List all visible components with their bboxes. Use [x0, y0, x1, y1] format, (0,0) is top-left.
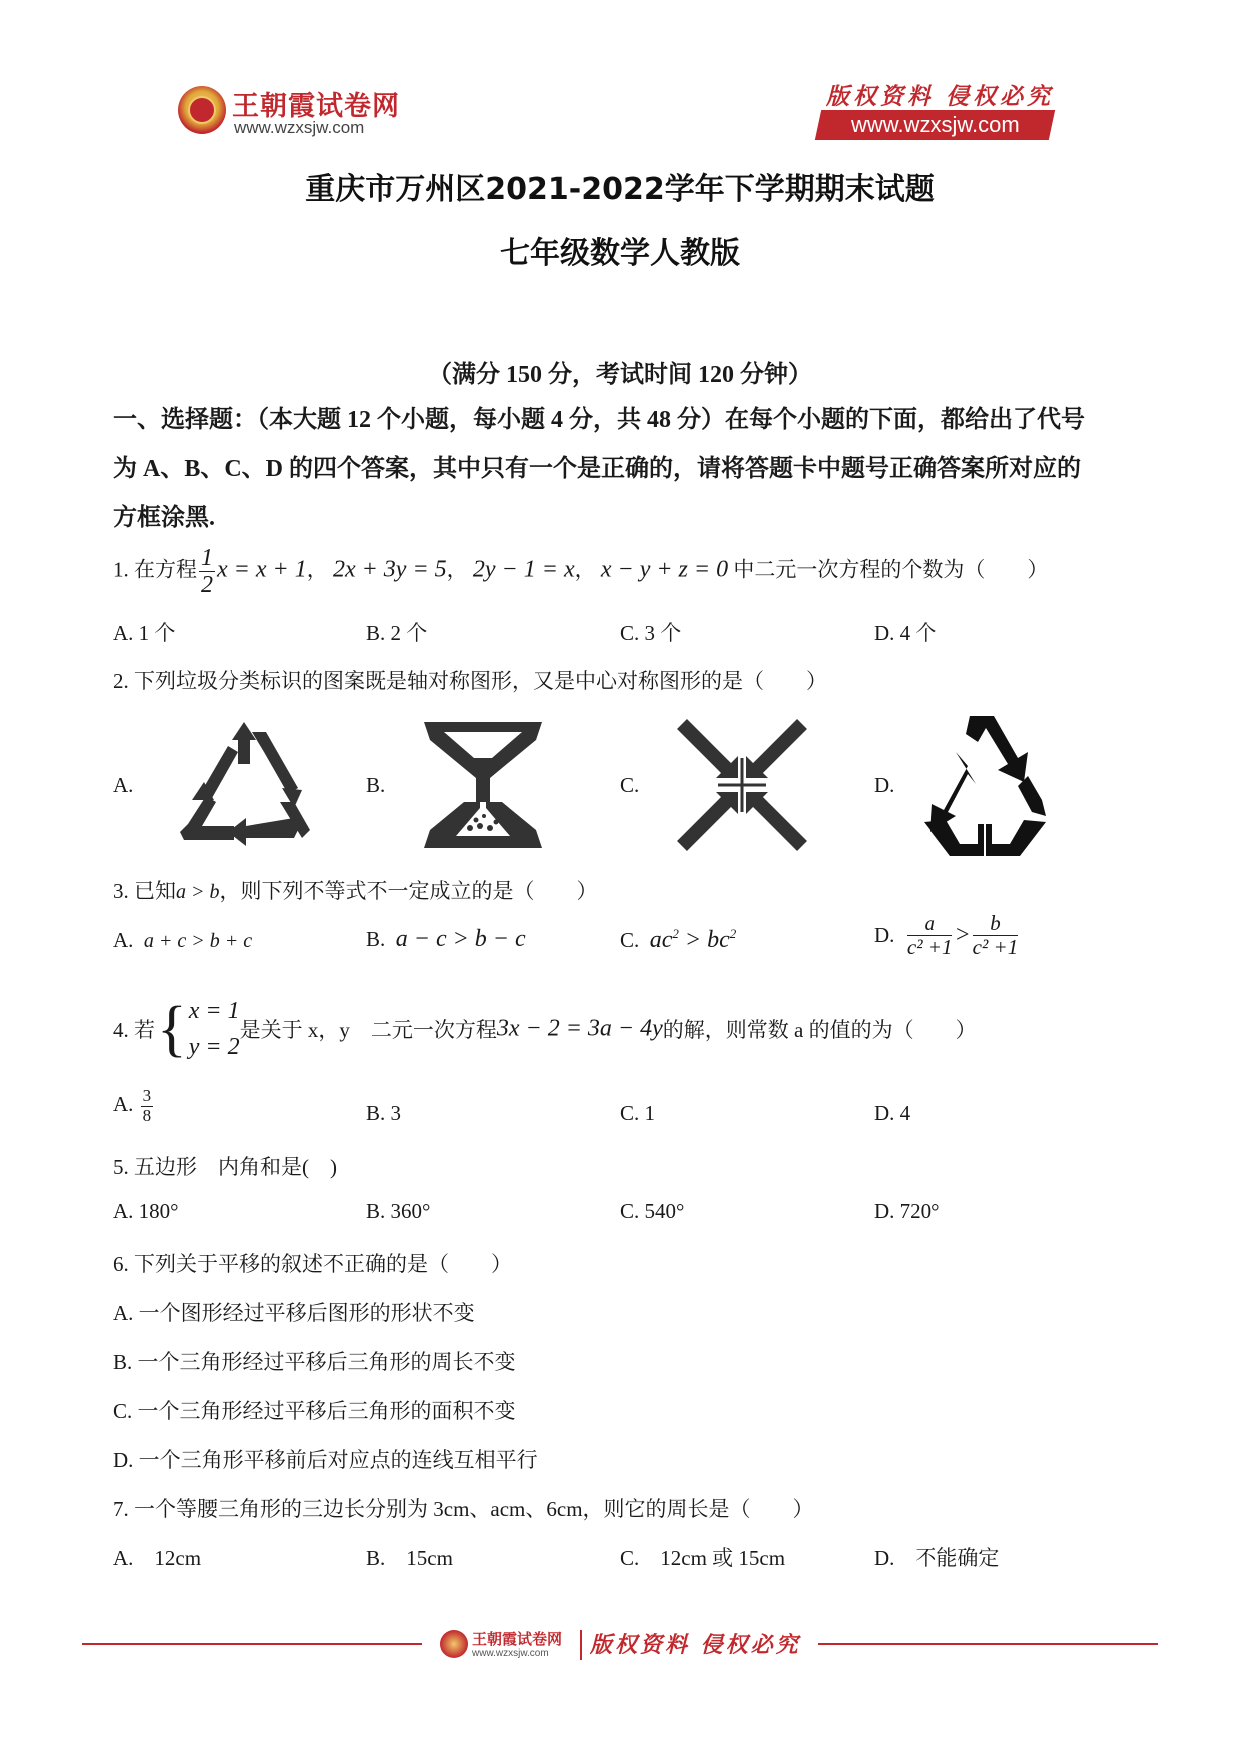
q5-option-d: D. 720°: [874, 1199, 940, 1223]
page-subtitle: 七年级数学人教版: [500, 236, 740, 271]
q4-option-d: D. 4: [874, 1101, 911, 1125]
q2-option-c-label: C.: [620, 773, 640, 797]
q6-option-d: D. 一个三角形平移前后对应点的连线互相平行: [113, 1448, 538, 1472]
logo-name: 王朝霞试卷网: [232, 91, 400, 122]
q4-option-a: A. $\frac{3}{8}$: [113, 1086, 152, 1125]
question-5: 5. 五边形 内角和是( ): [113, 1155, 337, 1179]
q6-option-b: B. 一个三角形经过平移后三角形的周长不变: [113, 1350, 516, 1374]
q5-option-c: C. 540°: [620, 1199, 685, 1223]
footer-logo-url[interactable]: www.wzxsjw.com: [472, 1648, 549, 1659]
logo-url[interactable]: www.wzxsjw.com: [234, 118, 365, 137]
q5-option-b: B. 360°: [366, 1199, 431, 1223]
footer-separator: [580, 1630, 582, 1660]
page-title: 重庆市万州区2021-2022学年下学期期末试题: [305, 172, 935, 207]
q5-option-a: A. 180°: [113, 1199, 179, 1223]
rights-url[interactable]: www.wzxsjw.com: [815, 110, 1055, 140]
question-1: 1. 在方程 $\frac{1}{2}$ x = x + 1， 2x + 3y = 5， 2y − 1 = x， x − y + z = 0 中二元一次方程的个数为（ ）: [113, 545, 1049, 599]
q1-option-d: D. 4 个: [874, 621, 937, 645]
q4-option-b: B. 3: [366, 1101, 402, 1125]
four-arrows-inward-icon: [676, 718, 808, 852]
question-6: 6. 下列关于平移的叙述不正确的是（ ）: [113, 1252, 512, 1276]
q3-option-b: B. a − c > b − c: [366, 926, 526, 952]
footer-line-right: [818, 1643, 1158, 1645]
q6-option-c: C. 一个三角形经过平移后三角形的面积不变: [113, 1399, 516, 1423]
question-4: 4. 若{ x = 1 y = 2 是关于 x，y 二元一次方程3x − 2 = 3a − 4y的解，则常数 a 的值的为（ ）: [113, 995, 977, 1063]
logo-badge-icon: [178, 86, 226, 134]
q2-option-d-label: D.: [874, 773, 895, 797]
q3-option-d: D. $\frac{a}{\text{c² +1}}$ > $\frac{b}{\text{c² +1}}$: [874, 911, 1019, 960]
q7-option-d: D. 不能确定: [874, 1546, 1000, 1570]
question-2: 2. 下列垃圾分类标识的图案既是轴对称图形，又是中心对称图形的是（ ）: [113, 669, 827, 693]
q1-option-a: A. 1 个: [113, 621, 176, 645]
q1-option-c: C. 3 个: [620, 621, 682, 645]
footer-logo-name: 王朝霞试卷网: [472, 1630, 563, 1648]
footer-logo-icon: [440, 1630, 468, 1658]
q6-option-a: A. 一个图形经过平移后图形的形状不变: [113, 1301, 475, 1325]
footer-rights-text: 版权资料 侵权必究: [590, 1632, 801, 1658]
question-3: 3. 已知a > b，则下列不等式不一定成立的是（ ）: [113, 879, 598, 903]
footer-line-left: [82, 1643, 422, 1645]
recycle-triangle-icon: [170, 718, 320, 852]
q2-option-b-label: B.: [366, 773, 386, 797]
rights-text: 版权资料 侵权必究: [826, 83, 1055, 110]
hourglass-flask-icon: [418, 718, 548, 852]
question-7: 7. 一个等腰三角形的三边长分别为 3cm、acm、6cm，则它的周长是（ ）: [113, 1497, 814, 1521]
q3-option-a: A. a + c > b + c: [113, 928, 253, 952]
recycle-triangle-bold-icon: [920, 712, 1050, 856]
section-heading: 一、选择题：（本大题 12 个小题，每小题 4 分，共 48 分）在每个小题的下面，都给出了代号 为 A、B、C、D 的四个答案，其中只有一个是正确的，请将答题卡中题号正确答案所对应的 方框涂黑.: [113, 407, 1085, 531]
q7-option-a: A. 12cm: [113, 1546, 202, 1570]
q7-option-c: C. 12cm 或 15cm: [620, 1546, 786, 1570]
q7-option-b: B. 15cm: [366, 1546, 453, 1570]
q3-option-c: C. $ac^2 > bc^2$: [620, 926, 737, 953]
q4-option-c: C. 1: [620, 1101, 656, 1125]
q2-option-a-label: A.: [113, 773, 134, 797]
exam-note: （满分 150 分，考试时间 120 分钟）: [428, 362, 812, 388]
q1-option-b: B. 2 个: [366, 621, 428, 645]
